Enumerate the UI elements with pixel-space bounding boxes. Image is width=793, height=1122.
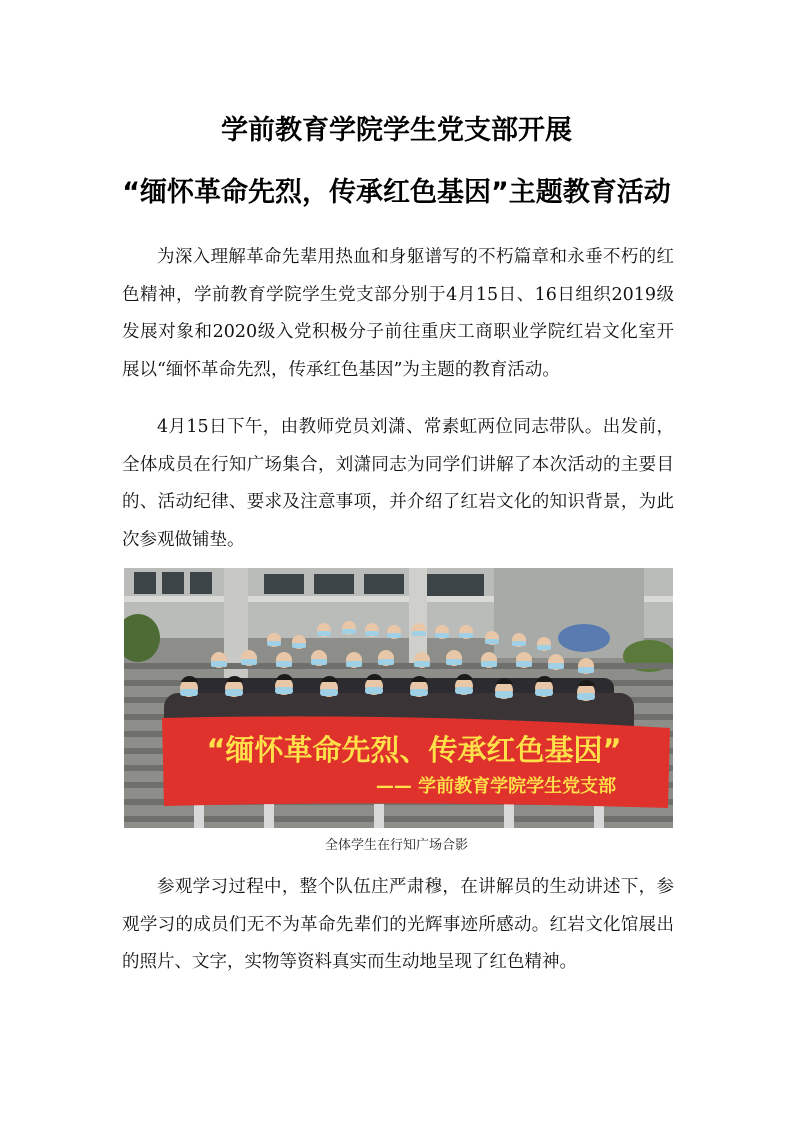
document-title-line-2: “缅怀革命先烈，传承红色基因”主题教育活动 xyxy=(122,177,671,208)
banner-sub-text: —— 学前教育学院学生党支部 xyxy=(375,776,617,797)
banner-main-text: “缅怀革命先烈、传承红色基因” xyxy=(206,733,622,767)
document-title-line-1: 学前教育学院学生党支部开展 xyxy=(221,115,572,146)
photo-caption: 全体学生在行知广场合影 xyxy=(324,838,468,853)
group-photo-illustration xyxy=(124,568,673,828)
paragraph-departure: 4月15日下午，由教师党员刘潇、常素虹两位同志带队。出发前，全体成员在行知广场集合，刘潇同志为同学们讲解了本次活动的主要目的、活动纪律、要求及注意事项，并介绍了红岩文化的知识背景，为此次参观做铺垫。 xyxy=(122,417,674,550)
group-photo xyxy=(124,568,673,828)
paragraph-intro: 为深入理解革命先辈用热血和身躯谱写的不朽篇章和永垂不朽的红色精神，学前教育学院学生党支部分别于4月15日、16日组织2019级发展对象和2020级入党积极分子前往重庆工商职业学院红岩文化室开展以“缅怀革命先烈，传承红色基因”为主题的教育活动。 xyxy=(122,247,674,380)
paragraph-visit: 参观学习过程中，整个队伍庄严肃穆，在讲解员的生动讲述下，参观学习的成员们无不为革命先辈们的光辉事迹所感动。红岩文化馆展出的照片、文字，实物等资料真实而生动地呈现了红色精神。 xyxy=(122,877,674,973)
